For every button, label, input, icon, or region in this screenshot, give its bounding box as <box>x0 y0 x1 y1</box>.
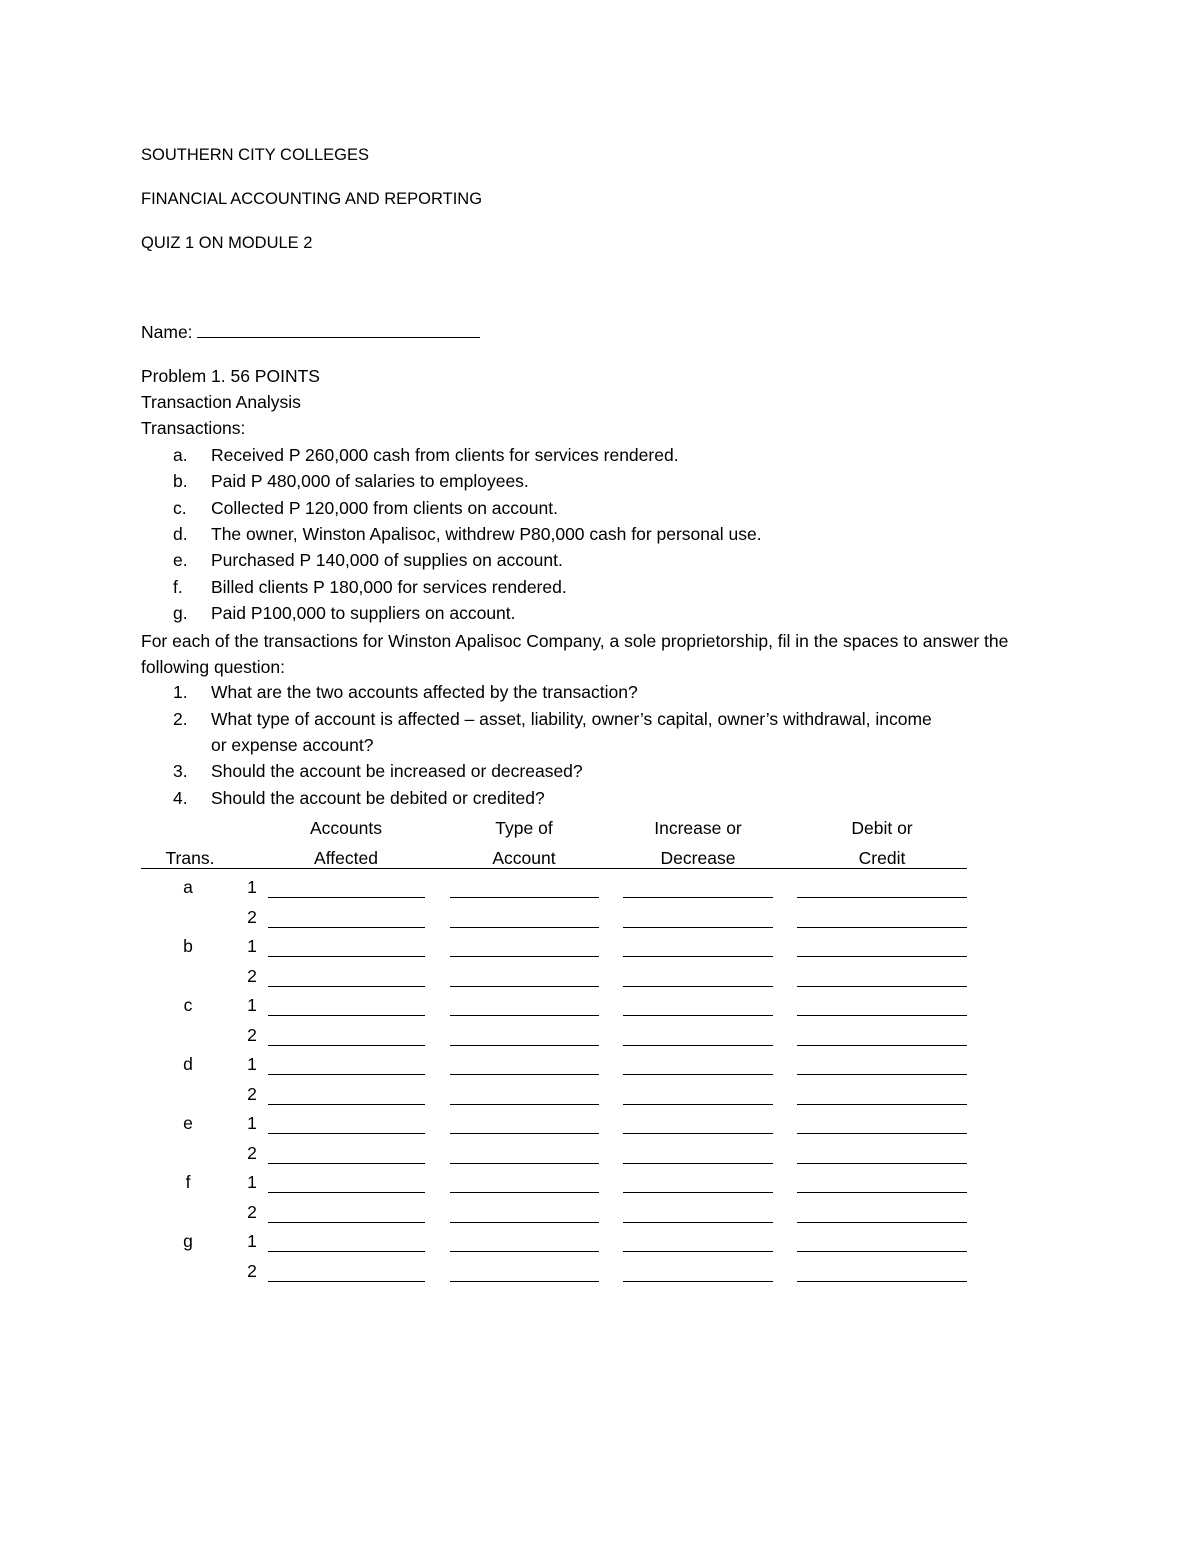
increase-decrease-blank[interactable] <box>623 1222 773 1223</box>
debit-credit-blank[interactable] <box>797 956 967 957</box>
list-item: d. The owner, Winston Apalisoc, withdrew P80,000 cash for personal use. <box>173 524 762 544</box>
header-trans: Trans. <box>165 848 215 868</box>
debit-credit-blank[interactable] <box>797 1045 967 1046</box>
list-item-continuation: or expense account? <box>211 735 374 755</box>
type-of-account-blank[interactable] <box>450 897 599 898</box>
name-field <box>141 322 480 343</box>
type-of-account-blank[interactable] <box>450 986 599 987</box>
increase-decrease-blank[interactable] <box>623 986 773 987</box>
increase-decrease-blank[interactable] <box>623 927 773 928</box>
type-of-account-blank[interactable] <box>450 1222 599 1223</box>
transaction-letter: e <box>183 1113 193 1133</box>
list-item: f. Billed clients P 180,000 for services rendered. <box>173 577 567 597</box>
list-item: 1. What are the two accounts affected by the transaction? <box>173 682 638 702</box>
type-of-account-blank[interactable] <box>450 1104 599 1105</box>
type-of-account-blank[interactable] <box>450 1015 599 1016</box>
header-drcr-line1: Debit or <box>851 818 913 838</box>
accounts-affected-blank[interactable] <box>268 1163 425 1164</box>
accounts-affected-blank[interactable] <box>268 986 425 987</box>
account-number: 2 <box>247 906 257 927</box>
account-number: 2 <box>247 1201 257 1222</box>
increase-decrease-blank[interactable] <box>623 1133 773 1134</box>
list-item: b. Paid P 480,000 of salaries to employees. <box>173 471 529 491</box>
account-number: 1 <box>247 877 257 897</box>
account-number: 1 <box>247 936 257 956</box>
header-type-line1: Type of <box>495 818 553 838</box>
list-item: 3. Should the account be increased or decreased? <box>173 761 583 781</box>
type-of-account-blank[interactable] <box>450 1074 599 1075</box>
increase-decrease-blank[interactable] <box>623 1281 773 1282</box>
instruction-text: For each of the transactions for Winston Apalisoc Company, a sole proprietorship, fil in the spaces to answer the following question: <box>141 631 1009 677</box>
account-number: 2 <box>247 965 257 986</box>
debit-credit-blank[interactable] <box>797 1133 967 1134</box>
increase-decrease-blank[interactable] <box>623 1015 773 1016</box>
account-number: 2 <box>247 1142 257 1163</box>
increase-decrease-blank[interactable] <box>623 1251 773 1252</box>
header-type-line2: Account <box>492 848 556 868</box>
debit-credit-blank[interactable] <box>797 927 967 928</box>
type-of-account-blank[interactable] <box>450 1192 599 1193</box>
debit-credit-blank[interactable] <box>797 897 967 898</box>
transaction-letter: d <box>183 1054 193 1074</box>
debit-credit-blank[interactable] <box>797 1222 967 1223</box>
account-number: 1 <box>247 995 257 1015</box>
account-number: 2 <box>247 1024 257 1045</box>
type-of-account-blank[interactable] <box>450 1133 599 1134</box>
accounts-affected-blank[interactable] <box>268 956 425 957</box>
type-of-account-blank[interactable] <box>450 1251 599 1252</box>
increase-decrease-blank[interactable] <box>623 956 773 957</box>
increase-decrease-blank[interactable] <box>623 1192 773 1193</box>
transaction-letter: f <box>185 1172 191 1192</box>
transaction-letter: a <box>183 877 193 897</box>
account-number: 1 <box>247 1054 257 1074</box>
header-accounts-line1: Accounts <box>310 818 382 838</box>
accounts-affected-blank[interactable] <box>268 1104 425 1105</box>
quiz-title: QUIZ 1 ON MODULE 2 <box>141 234 313 252</box>
debit-credit-blank[interactable] <box>797 1015 967 1016</box>
increase-decrease-blank[interactable] <box>623 1074 773 1075</box>
debit-credit-blank[interactable] <box>797 1074 967 1075</box>
accounts-affected-blank[interactable] <box>268 1222 425 1223</box>
debit-credit-blank[interactable] <box>797 1163 967 1164</box>
account-number: 2 <box>247 1083 257 1104</box>
type-of-account-blank[interactable] <box>450 1045 599 1046</box>
transactions-label: Transactions: <box>141 418 246 438</box>
list-item: e. Purchased P 140,000 of supplies on account. <box>173 550 563 570</box>
accounts-affected-blank[interactable] <box>268 1074 425 1075</box>
account-number: 1 <box>247 1113 257 1133</box>
list-item: 2. What type of account is affected – asset, liability, owner’s capital, owner’s withdrawal, income <box>173 709 932 729</box>
school-name: SOUTHERN CITY COLLEGES <box>141 146 369 164</box>
transaction-letter: g <box>183 1231 193 1251</box>
increase-decrease-blank[interactable] <box>623 897 773 898</box>
name-label: Name: <box>141 322 193 342</box>
account-number: 2 <box>247 1260 257 1281</box>
accounts-affected-blank[interactable] <box>268 1281 425 1282</box>
type-of-account-blank[interactable] <box>450 1163 599 1164</box>
debit-credit-blank[interactable] <box>797 986 967 987</box>
type-of-account-blank[interactable] <box>450 927 599 928</box>
list-item: 4. Should the account be debited or credited? <box>173 788 545 808</box>
header-rule <box>141 868 967 869</box>
debit-credit-blank[interactable] <box>797 1104 967 1105</box>
course-title: FINANCIAL ACCOUNTING AND REPORTING <box>141 190 483 208</box>
account-number: 1 <box>247 1231 257 1251</box>
accounts-affected-blank[interactable] <box>268 1045 425 1046</box>
increase-decrease-blank[interactable] <box>623 1163 773 1164</box>
type-of-account-blank[interactable] <box>450 956 599 957</box>
transaction-letter: b <box>183 936 193 956</box>
list-item: a. Received P 260,000 cash from clients for services rendered. <box>173 445 679 465</box>
accounts-affected-blank[interactable] <box>268 927 425 928</box>
header-incdec-line1: Increase or <box>654 818 742 838</box>
header-incdec-line2: Decrease <box>660 848 736 868</box>
problem-subtitle: Transaction Analysis <box>141 392 301 412</box>
accounts-affected-blank[interactable] <box>268 897 425 898</box>
increase-decrease-blank[interactable] <box>623 1045 773 1046</box>
debit-credit-blank[interactable] <box>797 1192 967 1193</box>
accounts-affected-blank[interactable] <box>268 1133 425 1134</box>
accounts-affected-blank[interactable] <box>268 1192 425 1193</box>
accounts-affected-blank[interactable] <box>268 1015 425 1016</box>
name-input-line[interactable] <box>197 324 480 338</box>
header-accounts-line2: Affected <box>314 848 378 868</box>
accounts-affected-blank[interactable] <box>268 1251 425 1252</box>
list-item: g. Paid P100,000 to suppliers on account. <box>173 603 516 623</box>
problem-title: Problem 1. 56 POINTS <box>141 366 320 386</box>
transaction-letter: c <box>183 995 193 1015</box>
debit-credit-blank[interactable] <box>797 1281 967 1282</box>
type-of-account-blank[interactable] <box>450 1281 599 1282</box>
debit-credit-blank[interactable] <box>797 1251 967 1252</box>
increase-decrease-blank[interactable] <box>623 1104 773 1105</box>
header-drcr-line2: Credit <box>858 848 906 868</box>
account-number: 1 <box>247 1172 257 1192</box>
list-item: c. Collected P 120,000 from clients on account. <box>173 498 558 518</box>
